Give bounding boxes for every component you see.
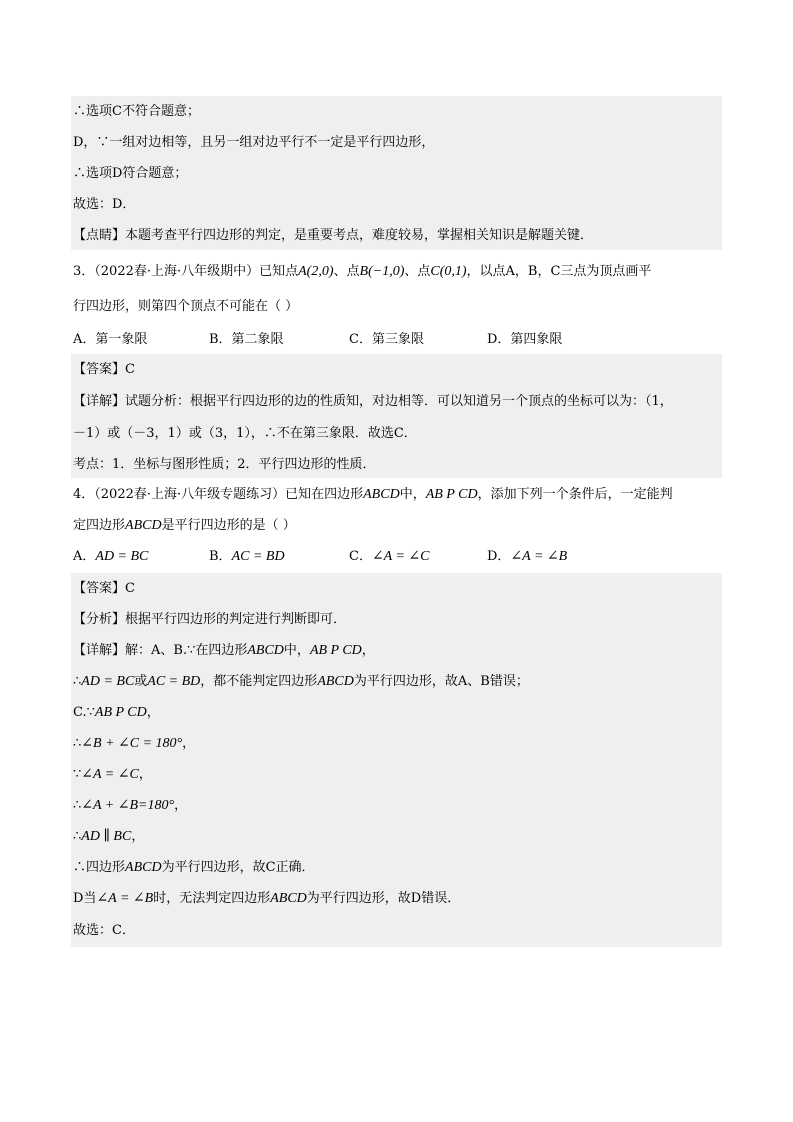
detail-line: ∴四边形ABCD为平行四边形，故C正确．	[73, 860, 315, 875]
point-b: B(−1,0)	[359, 264, 405, 279]
detail-line: ∴∠A + ∠B=180°，	[73, 798, 188, 813]
detail-line: D当∠A = ∠B时，无法判定四边形ABCD为平行四边形，故D错误．	[73, 891, 461, 906]
option-b: B．第二象限	[209, 332, 284, 347]
comment-line: 【点睛】本题考查平行四边形的判定，是重要考点，难度较易，掌握相关知识是解题关键．	[73, 228, 594, 243]
question-3-stem-cont: 行四边形，则第四个顶点不可能在（ ）	[73, 299, 299, 314]
detail-line: 【详解】试题分析：根据平行四边形的边的性质知，对边相等．可以知道另一个顶点的坐标可以为：（1，	[73, 394, 673, 409]
detail-line: 故选：C．	[73, 923, 135, 938]
detail-line: ∴AD = BC或AC = BD，都不能判定四边形ABCD为平行四边形，故A、B错误；	[73, 674, 529, 689]
text-line: ∴选项C不符合题意；	[73, 104, 200, 119]
text-line: D，∵一组对边相等，且另一组对边平行不一定是平行四边形，	[73, 135, 435, 150]
option-d: D．∠A = ∠B	[487, 549, 568, 564]
detail-line: ∴∠B + ∠C = 180°，	[73, 736, 196, 751]
detail-line: ∵∠A = ∠C，	[73, 767, 152, 782]
question-4-stem: 4．（2022春·上海·八年级专题练习）已知在四边形ABCD中，AB P CD，添加下列一个条件后，一定能判	[73, 487, 673, 502]
point-a: A(2,0)	[298, 264, 334, 279]
point-line: 考点：1．坐标与图形性质；2．平行四边形的性质．	[73, 457, 376, 472]
text-line: 故选：D．	[73, 197, 136, 212]
option-c: C．第三象限	[349, 332, 424, 347]
detail-line: －1）或（－3，1）或（3，1），∴不在第三象限．故选C．	[73, 426, 417, 441]
text-line: ∴选项D符合题意；	[73, 166, 188, 181]
analysis-line: 【分析】根据平行四边形的判定进行判断即可．	[73, 612, 347, 627]
detail-line: 【详解】解：A、B.∵在四边形ABCD中，AB P CD，	[73, 643, 375, 658]
question-3-options	[73, 324, 693, 355]
answer-line: 【答案】C	[73, 362, 135, 377]
option-a: A．AD = BC	[73, 549, 149, 564]
option-b: B．AC = BD	[209, 549, 285, 564]
option-a: A．第一象限	[73, 332, 148, 347]
detail-line: ∴AD ∥ BC，	[73, 829, 145, 844]
option-c: C．∠A = ∠C	[349, 549, 430, 564]
question-3-stem: 3．（2022春·上海·八年级期中）已知点A(2,0)、点B(−1,0)、点C(0,1)，以点A，B，C三点为顶点画平	[73, 264, 652, 279]
point-c: C(0,1)	[430, 264, 467, 279]
detail-line: C.∵AB P CD，	[73, 705, 160, 720]
option-d: D．第四象限	[487, 332, 563, 347]
question-4-options	[73, 541, 693, 572]
question-4-stem-cont: 定四边形ABCD是平行四边形的是（ ）	[73, 518, 296, 533]
answer-line: 【答案】C	[73, 581, 135, 596]
